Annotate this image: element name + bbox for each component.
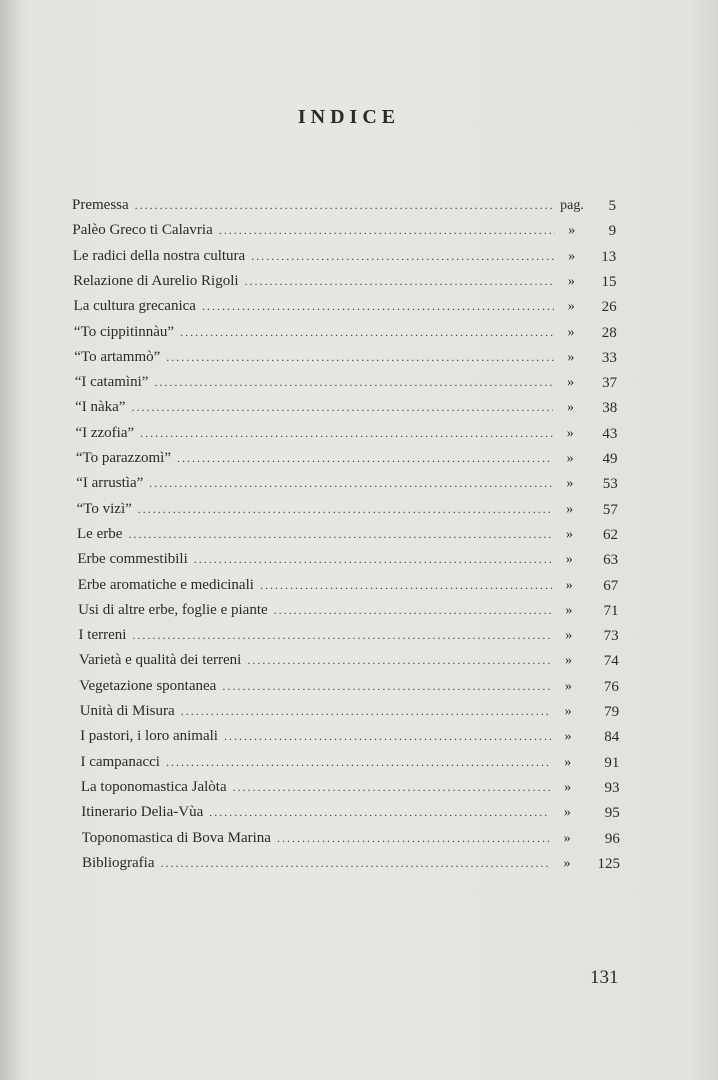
dot-leader (166, 755, 551, 770)
toc-entry-title: I campanacci (80, 753, 160, 770)
toc-entry (75, 374, 584, 396)
toc-entry-title: I pastori, i loro animali (80, 728, 218, 745)
toc-entry (82, 855, 580, 877)
dot-leader (224, 729, 551, 744)
toc-entry-page: 95 (604, 805, 620, 822)
toc-entry-title: Usi di altre erbe, foglie e piante (78, 601, 268, 618)
dot-leader (260, 578, 552, 593)
dot-leader (180, 325, 554, 340)
toc-entry-page: 15 (601, 273, 617, 290)
page-prefix: » (564, 704, 572, 719)
toc-entry-title: Relazione di Aurelio Rigoli (73, 272, 239, 289)
toc-entry-page: 38 (602, 400, 618, 417)
toc-entry-title: La cultura grecanica (73, 298, 196, 315)
toc-entry-page: 76 (603, 678, 619, 695)
page-prefix: » (566, 526, 573, 542)
toc-entry-page: 33 (601, 349, 617, 366)
page-prefix: » (563, 805, 571, 821)
dot-leader (177, 451, 553, 466)
toc-entry-page: 9 (608, 223, 617, 240)
page-number: 131 (590, 967, 619, 988)
page-prefix: » (566, 425, 574, 441)
toc-entry-title: “I nàka” (75, 399, 126, 416)
toc-entry (79, 627, 582, 649)
toc-entry-page: 26 (601, 299, 617, 316)
toc-entry-page: 37 (602, 375, 618, 392)
toc-entry-title: La toponomastica Jalòta (80, 778, 227, 795)
page-prefix: » (565, 628, 573, 644)
dot-leader (166, 350, 554, 365)
dot-leader (222, 679, 551, 694)
toc-entry-title: “To cippitinnàu” (73, 323, 175, 340)
dot-leader (149, 476, 553, 491)
toc-entry-page: 53 (602, 476, 618, 493)
page-prefix: » (564, 779, 572, 795)
toc-entry-title: “I catamìni” (74, 374, 149, 391)
toc-entry (80, 703, 581, 725)
page-prefix: » (567, 299, 575, 315)
dot-leader (233, 780, 551, 795)
page-title: INDICE (297, 106, 401, 128)
toc-entry (82, 830, 581, 852)
page-prefix: » (565, 602, 573, 618)
toc-entry-title: Le radici della nostra cultura (72, 247, 246, 264)
dot-leader (132, 628, 551, 643)
toc-entry-title: “To parazzomì” (75, 450, 171, 466)
page-prefix: » (566, 451, 574, 466)
page-prefix: » (566, 400, 574, 416)
toc-entry-title: Palèo Greco ti Calavria (72, 222, 213, 239)
toc-entry-page: 91 (604, 754, 620, 771)
toc-entry-title: “I zzofia” (75, 424, 135, 441)
page-prefix: » (565, 653, 573, 669)
dot-leader (131, 400, 553, 415)
toc-entry (72, 222, 584, 244)
toc-entry-page: 49 (602, 451, 618, 467)
toc-entry (73, 273, 584, 295)
toc-entry-title: Toponomastica di Bova Marina (81, 829, 271, 846)
toc-entry (74, 298, 585, 320)
toc-entry-page: 5 (608, 198, 616, 214)
toc-entry-page: 93 (604, 779, 620, 796)
page-prefix: » (567, 349, 575, 365)
toc-entry-page: 73 (603, 628, 619, 645)
toc-entry (80, 754, 580, 776)
toc-entry-title: Varietà e qualità dei terreni (78, 652, 242, 669)
toc-entry-page: 125 (597, 855, 620, 872)
toc-entry (73, 248, 585, 270)
dot-leader (219, 223, 555, 238)
page-prefix: » (563, 830, 571, 846)
toc-entry (75, 425, 583, 447)
page-prefix: » (565, 552, 573, 568)
dot-leader (128, 527, 552, 542)
page-prefix: » (565, 577, 573, 593)
dot-leader (140, 426, 553, 441)
toc-entry-page: 28 (601, 324, 617, 341)
page-prefix: » (567, 324, 575, 340)
dot-leader (160, 856, 550, 871)
dot-leader (202, 299, 554, 314)
toc-entry (72, 197, 585, 219)
toc-entry (78, 602, 582, 624)
page-prefix: » (568, 248, 576, 264)
dot-leader (245, 274, 555, 289)
page-prefix: » (564, 729, 572, 745)
dot-leader (154, 375, 553, 390)
toc-entry-page: 57 (602, 501, 618, 518)
toc-entry (79, 678, 581, 700)
dot-leader (277, 831, 550, 846)
page-prefix: pag. (560, 198, 584, 213)
table-of-contents (0, 197, 718, 897)
toc-entry (79, 652, 582, 674)
dot-leader (135, 198, 555, 213)
toc-entry-title: Premessa (72, 197, 129, 213)
dot-leader (138, 502, 553, 517)
toc-entry-title: Erbe commestibili (77, 551, 188, 568)
toc-entry-page: 71 (603, 602, 619, 619)
page-prefix: » (566, 501, 574, 517)
page-prefix: » (566, 476, 574, 492)
toc-entry (74, 349, 584, 371)
page-prefix: » (568, 223, 576, 239)
toc-entry (76, 475, 583, 497)
toc-entry-page: 63 (603, 552, 619, 569)
toc-entry-page: 79 (604, 704, 620, 720)
toc-entry-title: I terreni (78, 627, 127, 644)
toc-entry-page: 74 (603, 653, 619, 670)
toc-entry-title: Erbe aromatiche e medicinali (77, 576, 254, 593)
page-prefix: » (563, 855, 571, 871)
toc-entry (77, 501, 583, 523)
toc-entry (77, 526, 583, 548)
toc-entry-title: Itinerario Delia-Vùa (81, 804, 204, 821)
dot-leader (274, 603, 552, 618)
toc-entry-page: 67 (603, 577, 619, 594)
toc-entry-title: “To artammò” (74, 348, 161, 365)
toc-entry-title: “I arrustìa” (76, 475, 144, 492)
toc-entry-title: Vegetazione spontanea (79, 677, 217, 694)
toc-entry (77, 551, 582, 573)
toc-entry-page: 43 (602, 425, 618, 442)
page-prefix: » (567, 273, 575, 289)
page-prefix: » (564, 678, 572, 694)
toc-entry-page: 84 (604, 729, 620, 746)
toc-entry-page: 13 (601, 248, 617, 265)
dot-leader (247, 653, 551, 668)
toc-entry-page: 62 (603, 526, 618, 543)
dot-leader (194, 552, 553, 567)
toc-entry (74, 324, 584, 346)
toc-entry-title: “To vizì” (76, 500, 132, 517)
page-prefix: » (564, 754, 572, 770)
dot-leader (209, 805, 550, 820)
dot-leader (181, 704, 551, 719)
toc-entry-title: Unità di Misura (79, 703, 175, 719)
toc-entry (80, 728, 581, 750)
toc-entry (76, 450, 583, 472)
toc-entry-page: 96 (604, 830, 620, 847)
toc-entry (81, 804, 580, 826)
toc-entry (75, 399, 583, 421)
dot-leader (251, 249, 554, 264)
toc-entry-title: Le erbe (77, 525, 123, 542)
page-prefix: » (567, 375, 575, 391)
toc-entry-title: Bibliografia (82, 854, 155, 871)
toc-entry (78, 577, 582, 599)
toc-entry (81, 779, 581, 801)
